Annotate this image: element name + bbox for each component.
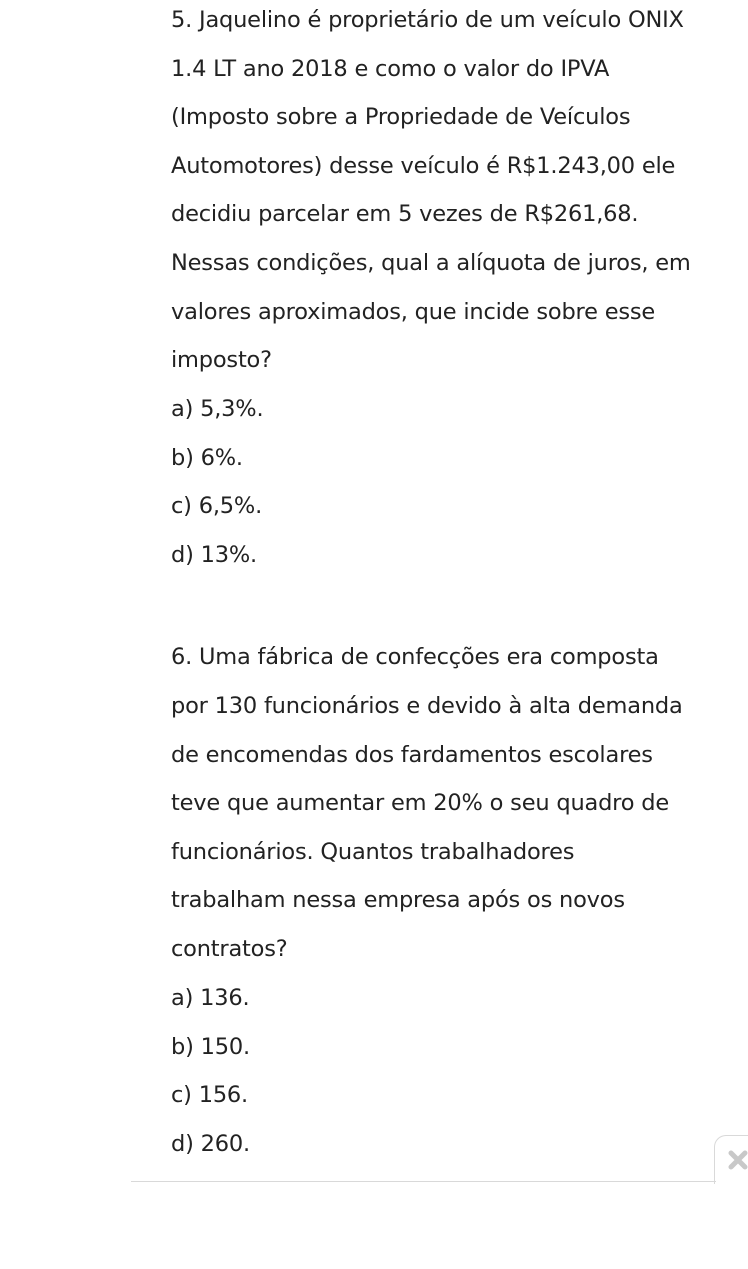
question-6-option-d: d) 260. (171, 1131, 250, 1157)
question-5-text-line: valores aproximados, que incide sobre esse (171, 299, 656, 325)
question-6-text-line: funcionários. Quantos trabalhadores (171, 839, 575, 865)
question-6-option-a: a) 136. (171, 985, 250, 1011)
question-5-text-line: Automotores) desse veículo é R$1.243,00 ele (171, 153, 676, 179)
question-5-option-c: c) 6,5%. (171, 493, 263, 519)
question-6-text-line: 6. Uma fábrica de confecções era composta (171, 644, 659, 670)
question-6-text-line: de encomendas dos fardamentos escolares (171, 742, 653, 768)
question-6-text-line: contratos? (171, 936, 288, 962)
question-6-option-c: c) 156. (171, 1082, 248, 1108)
question-5-text-line: (Imposto sobre a Propriedade de Veículos (171, 104, 631, 130)
divider-line (131, 1181, 716, 1182)
question-5-text-line: imposto? (171, 347, 272, 373)
question-6-text-line: teve que aumentar em 20% o seu quadro de (171, 790, 669, 816)
question-5-option-b: b) 6%. (171, 445, 243, 471)
question-5-option-a: a) 5,3%. (171, 396, 264, 422)
question-5-text-line: 5. Jaquelino é proprietário de um veículo ONIX (171, 7, 684, 33)
question-5-text-line: decidiu parcelar em 5 vezes de R$261,68. (171, 201, 639, 227)
question-5-text-line: Nessas condições, qual a alíquota de juros, em (171, 250, 691, 276)
question-5-option-d: d) 13%. (171, 542, 257, 568)
question-6-text-line: por 130 funcionários e devido à alta demanda (171, 693, 683, 719)
question-6-option-b: b) 150. (171, 1034, 250, 1060)
question-5-text-line: 1.4 LT ano 2018 e como o valor do IPVA (171, 56, 610, 82)
question-6-text-line: trabalham nessa empresa após os novos (171, 887, 625, 913)
close-icon[interactable] (726, 1148, 748, 1172)
